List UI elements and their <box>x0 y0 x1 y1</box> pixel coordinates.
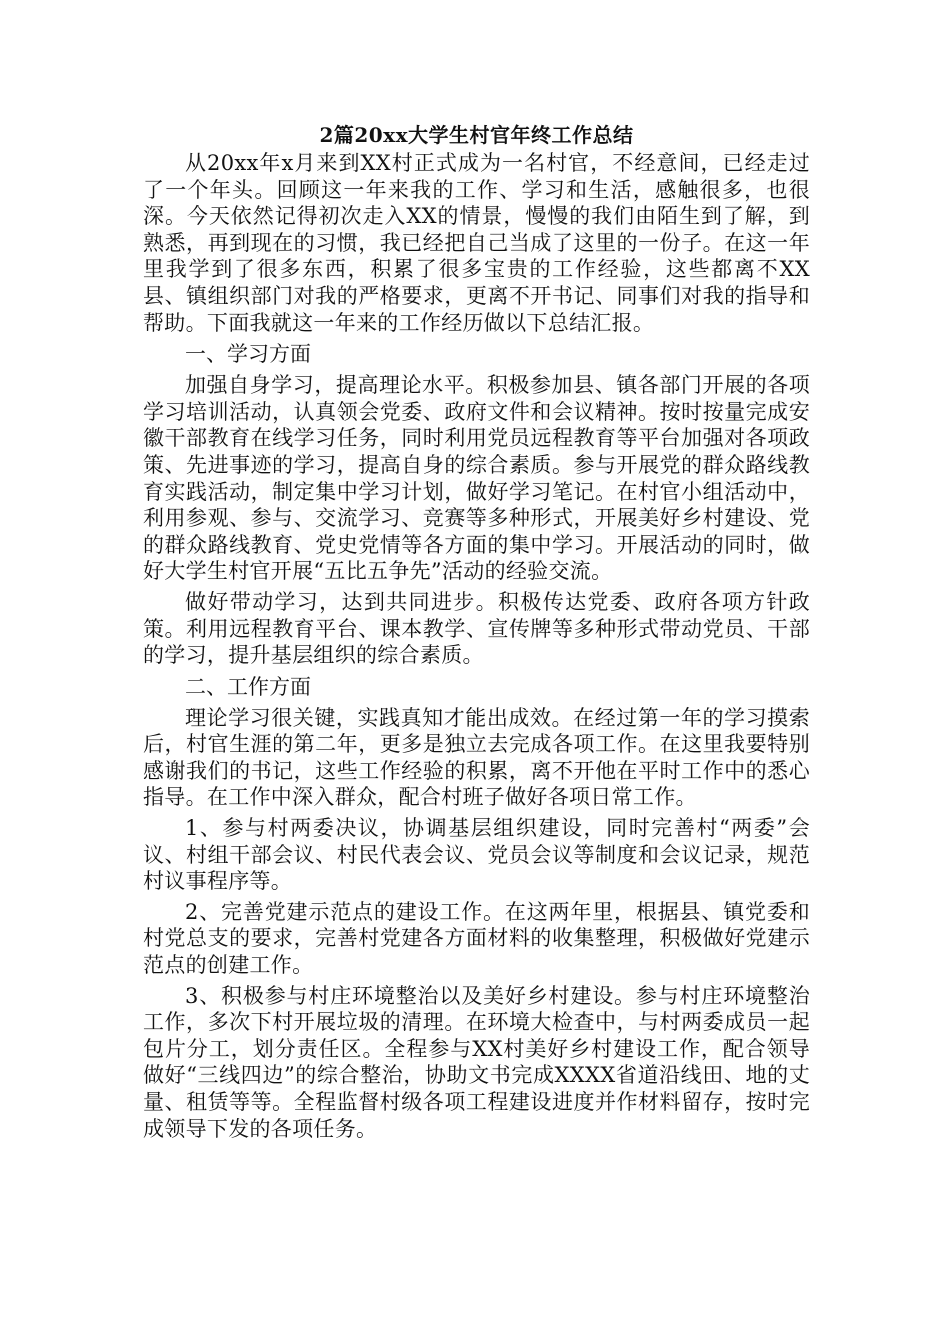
document-page <box>143 120 810 1146</box>
paragraph-lead-study: 做好带动学习，达到共同进步。积极传达党委、政府各项方针政策。利用远程教育平台、课本教学、宣传牌等多种形式带动党员、干部的学习，提升基层组织的综合素质。 <box>143 589 810 668</box>
document-title: 2篇20xx大学生村官年终工作总结 <box>319 123 634 147</box>
section-heading-study: 一、学习方面 <box>185 342 311 367</box>
paragraph-intro: 从20xx年x月来到XX村正式成为一名村官，不经意间，已经走过了一个年头。回顾这一年来我的工作、学习和生活，感触很多，也很深。今天依然记得初次走入XX的情景，慢慢的我们由陌生到了解，到熟悉，再到现在的习惯，我已经把自己当成了这里的一份子。在这一年里我学到了很多东西，积累了很多宝贵的工作经验，这些都离不XX县、镇组织部门对我的严格要求，更离不开书记、同事们对我的指导和帮助。下面我就这一年来的工作经历做以下总结汇报。 <box>143 151 810 335</box>
paragraph-item-2: 2、完善党建示范点的建设工作。在这两年里，根据县、镇党委和村党总支的要求，完善村党建各方面材料的收集整理，积极做好党建示范点的创建工作。 <box>143 899 810 978</box>
section-heading-work: 二、工作方面 <box>185 674 311 699</box>
document-body <box>143 150 810 1142</box>
paragraph-item-1: 1、参与村两委决议，协调基层组织建设，同时完善村“两委”会议、村组干部会议、村民代表会议、党员会议等制度和会议记录，规范村议事程序等。 <box>143 816 810 894</box>
paragraph-practice: 理论学习很关键，实践真知才能出成效。在经过第一年的学习摸索后，村官生涯的第二年，更多是独立去完成各项工作。在这里我要特别感谢我们的书记，这些工作经验的积累，离不开他在平时工作中的悉心指导。在工作中深入群众，配合村班子做好各项日常工作。 <box>143 705 810 810</box>
paragraph-item-3: 3、积极参与村庄环境整治以及美好乡村建设。参与村庄环境整治工作，多次下村开展垃圾的清理。在环境大检查中，与村两委成员一起包片分工，划分责任区。全程参与XX村美好乡村建设工作，配合领导做好“三线四边”的综合整治，协助文书完成XXXX省道沿线田、地的丈量、租赁等等。全程监督村级各项工程建设进度并作材料留存，按时完成领导下发的各项任务。 <box>143 983 810 1141</box>
paragraph-self-study: 加强自身学习，提高理论水平。积极参加县、镇各部门开展的各项学习培训活动，认真领会党委、政府文件和会议精神。按时按量完成安徽干部教育在线学习任务，同时利用党员远程教育等平台加强对各项政策、先进事迹的学习，提高自身的综合素质。参与开展党的群众路线教育实践活动，制定集中学习计划，做好学习笔记。在村官小组活动中，利用参观、参与、交流学习、竞赛等多种形式，开展美好乡村建设、党的群众路线教育、党史党情等各方面的集中学习。开展活动的同时，做好大学生村官开展“五比五争先”活动的经验交流。 <box>143 373 810 584</box>
